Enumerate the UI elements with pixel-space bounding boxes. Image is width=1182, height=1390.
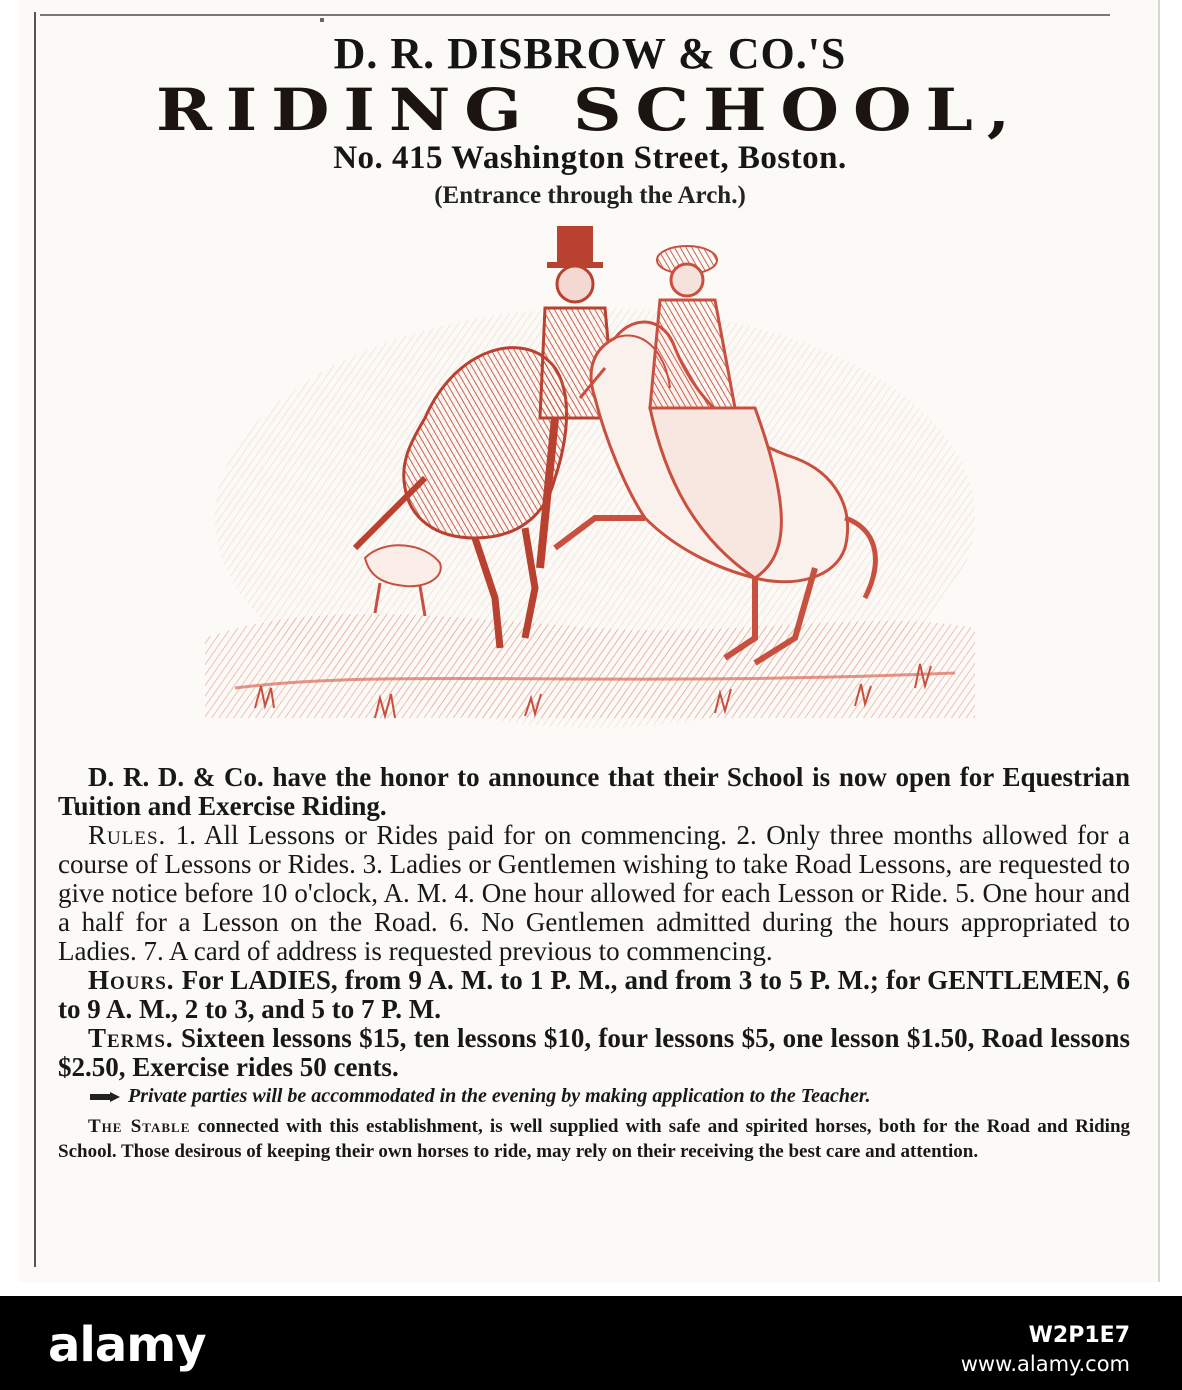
stock-image-id [961,1322,1130,1378]
stable-paragraph [58,1114,1130,1164]
school-title: RIDING SCHOOL, [155,76,1025,144]
rules-paragraph [58,821,1130,966]
column-rule-top [40,14,1110,16]
announcement-paragraph: D. R. D. & Co. have the honor to announce that their School is now open for Equestrian Tuition and Exercise Riding. [58,762,1130,821]
entrance-note: (Entrance through the Arch.) [434,182,746,209]
hours-label: Hours. [88,965,175,995]
horse-riders-engraving-icon [195,218,985,738]
ground [205,614,975,718]
hours-text: For LADIES, from 9 A. M. to 1 P. M., and from 3 to 5 P. M.; for GENTLEMEN, 6 to 9 A. M., 2 to 3, and 5 to 7 P. M. [58,965,1130,1024]
stable-text: connected with this establishment, is well supplied with safe and spirited horses, both for the Road and Riding School. Those desirous of keeping their own horses to ride, may rely on their receiving the best care and attention. [58,1116,1131,1162]
private-notice-text: Private parties will be accommodated in the evening by making application to the Teacher. [128,1085,871,1107]
footer-divider [0,1284,1182,1296]
rules-label: Rules. [88,820,167,850]
pointing-hand-icon [88,1091,122,1103]
firm-name: D. R. DISBROW & CO.'S [333,29,847,78]
terms-paragraph [58,1024,1130,1082]
rules-text: 1. All Lessons or Rides paid for on commencing. 2. Only three months allowed for a course of Lessons or Rides. 3. Ladies or Gentlemen wishing to take Road Lessons, are requested to give notice before 10 o'clock, A. M. 4. One hour allowed for each Lesson or Ride. 5. One hour and a half for a Lesson on the Road. 6. No Gentlemen admitted during the hours appropriated to Ladies. 7. A card of address is requested previous to commencing. [58,820,1130,966]
column-rule-left [34,12,36,1267]
terms-label: Terms. [88,1023,174,1053]
stable-label: The Stable [88,1116,191,1137]
image-id: W2P1E7 [1028,1323,1130,1348]
alamy-logo: alamy [48,1317,206,1373]
advertisement-body [58,763,1130,1164]
school-address: No. 415 Washington Street, Boston. [333,140,847,176]
alamy-url: www.alamy.com [960,1352,1130,1376]
hours-paragraph [58,966,1130,1024]
private-parties-notice [58,1084,1130,1108]
rule-mark [320,18,324,22]
terms-text: Sixteen lessons $15, ten lessons $10, four lessons $5, one lesson $1.50, Road lessons $2.50, Exercise rides 50 cents. [58,1023,1130,1082]
